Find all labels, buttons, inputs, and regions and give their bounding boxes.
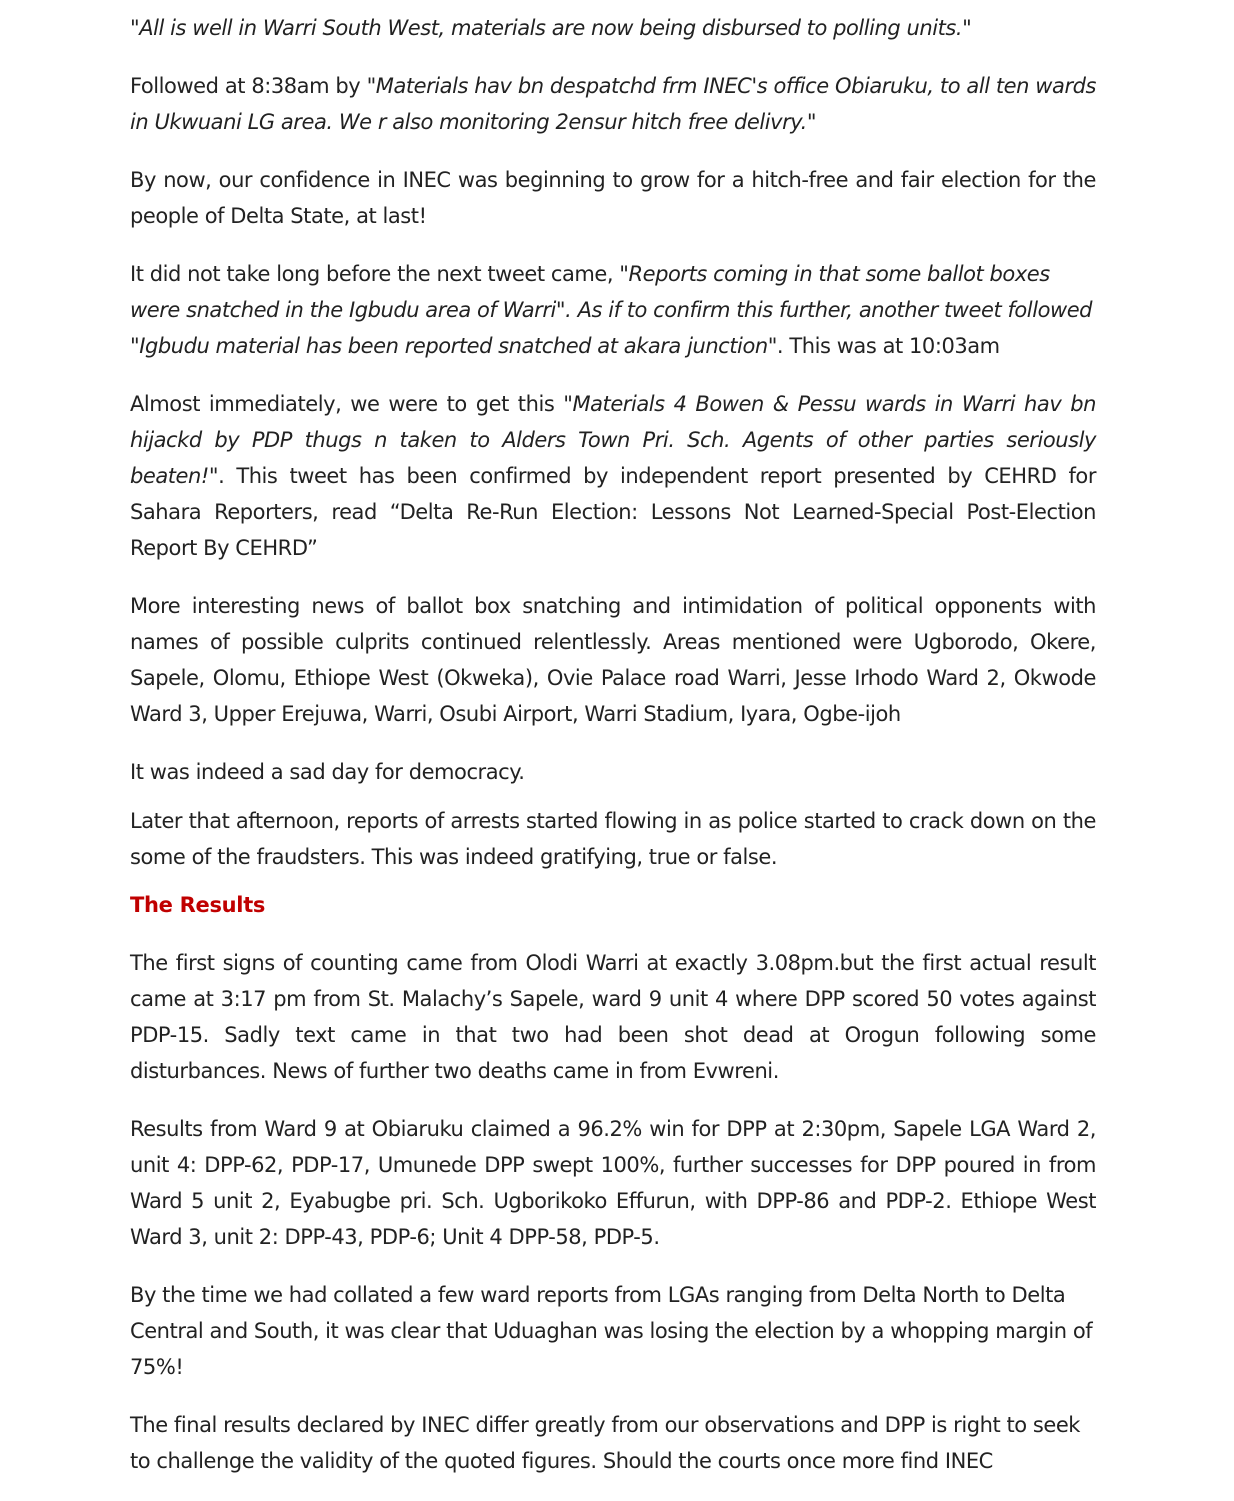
paragraph-materials-despatched	[130, 68, 1096, 140]
paragraph-confidence	[130, 162, 1096, 234]
paragraph-final-results	[130, 1407, 1096, 1479]
paragraph-text: Results from Ward 9 at Obiaruku claimed a 96.2% win for DPP at 2:30pm, Sapele LGA Ward 2, unit 4: DPP-62, PDP-17, Umunede DPP swept 100%, further successes for DPP poured in from Ward 5 unit 2, Eyabugbe pri. Sch. Ugborikoko Effurun, with DPP-86 and PDP-2. Ethiope West Ward 3, unit 2: DPP-43, PDP-6; Unit 4 DPP-58, PDP-5.	[130, 1117, 1096, 1249]
paragraph-collated-reports	[130, 1277, 1096, 1385]
quote-tweet: "Reports coming in that some ballot boxes were snatched in the Igbudu area of Warri". As if to confirm this further, another tweet followed "Igbudu material has been reported snatched at akara junction"	[130, 262, 1093, 358]
paragraph-text: By the time we had collated a few ward reports from LGAs ranging from Delta North to Delta Central and South, it was clear that Uduaghan was losing the election by a whopping margin of 75%!	[130, 1283, 1093, 1379]
paragraph-text: Followed at 8:38am by	[130, 74, 367, 98]
paragraph-ballot-boxes-snatched	[130, 256, 1096, 364]
document-page	[130, 10, 1096, 1501]
paragraph-text: The first signs of counting came from Olodi Warri at exactly 3.08pm.but the first actual result came at 3:17 pm from St. Malachy’s Sapele, ward 9 unit 4 where DPP scored 50 votes against PDP-15. Sadly text came in that two had been shot dead at Orogun following some disturbances. News of further two deaths came in from Evwreni.	[130, 951, 1096, 1083]
paragraph-results-ward-9	[130, 1111, 1096, 1255]
paragraph-text: More interesting news of ballot box snatching and intimidation of political opponents with names of possible culprits continued relentlessly. Areas mentioned were Ugborodo, Okere, Sapele, Olomu, Ethiope West (Okweka), Ovie Palace road Warri, Jesse Irhodo Ward 2, Okwode Ward 3, Upper Erejuwa, Warri, Osubi Airport, Warri Stadium, Iyara, Ogbe-ijoh	[130, 594, 1096, 726]
paragraph-first-signs	[130, 945, 1096, 1089]
paragraph-all-is-well	[130, 10, 1096, 46]
paragraph-text: . This was at 10:03am	[776, 334, 1000, 358]
paragraph-text: The final results declared by INEC differ greatly from our observations and DPP is right to seek to challenge the validity of the quoted figures. Should the courts once more find INEC	[130, 1413, 1081, 1473]
paragraph-text: Later that afternoon, reports of arrests started flowing in as police started to crack down on the some of the fraudsters. This was indeed gratifying, true or false.	[130, 809, 1096, 869]
paragraph-more-news	[130, 588, 1096, 732]
quote-tweet: "Materials hav bn despatchd frm INEC's office Obiaruku, to all ten wards in Ukwuani LG area. We r also monitoring 2ensur hitch free delivry."	[130, 74, 1096, 134]
quote-tweet: "Materials 4 Bowen & Pessu wards in Warri hav bn hijackd by PDP thugs n taken to Alders Town Pri. Sch. Agents of other parties seriously beaten!"	[130, 392, 1096, 488]
paragraph-text: It did not take long before the next tweet came,	[130, 262, 620, 286]
quote-tweet: "All is well in Warri South West, materials are now being disbursed to polling units."	[130, 16, 972, 40]
paragraph-text: Almost immediately, we were to get this	[130, 392, 564, 416]
paragraph-arrests	[130, 803, 1096, 875]
section-heading-results: The Results	[130, 893, 266, 917]
paragraph-text: . This tweet has been confirmed by independent report presented by CEHRD for Sahara Reporters, read “Delta Re-Run Election: Lessons Not Learned-Special Post-Election Report By CEHRD”	[130, 464, 1096, 560]
paragraph-sad-day	[130, 754, 1096, 790]
paragraph-text: It was indeed a sad day for democracy.	[130, 760, 525, 784]
paragraph-text: By now, our confidence in INEC was beginning to grow for a hitch-free and fair election for the people of Delta State, at last!	[130, 168, 1096, 228]
paragraph-materials-hijacked	[130, 386, 1096, 566]
